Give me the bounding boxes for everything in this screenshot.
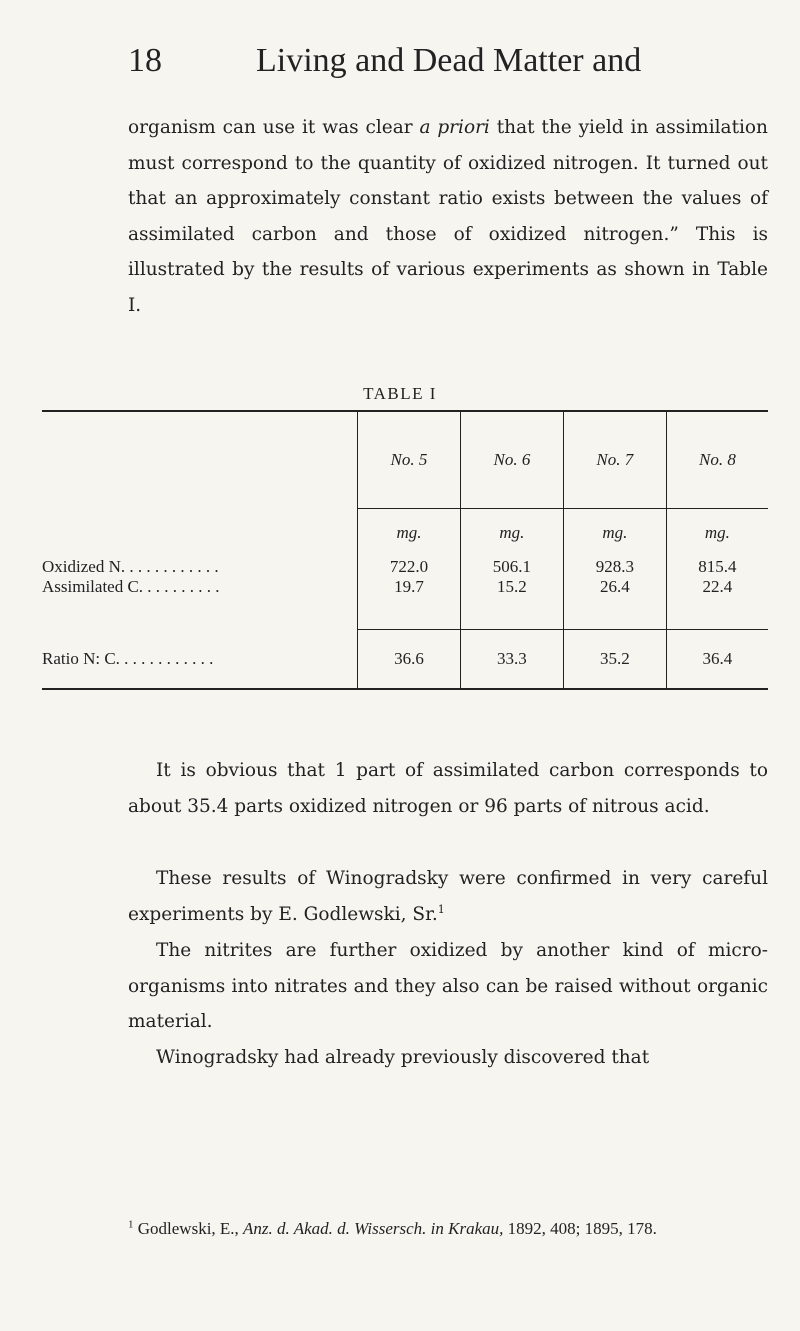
table-cell: 815.4 (666, 557, 768, 577)
footnote (128, 1216, 768, 1242)
table-row-oxidized-n (42, 557, 768, 577)
paragraph-intro-rest: that the yield in assimilation must correspond to the quantity of oxidized nitrogen. It turned out that an approximately constant ratio exists between the values of assimilated carbon and those of oxidized nitrogen.” This is illustrated by the results of various experiments as shown in Table I. (128, 117, 768, 316)
column-header: No. 5 (358, 411, 461, 509)
table-row-assimilated-c (42, 577, 768, 630)
data-table (42, 410, 768, 690)
row-label: Ratio N: C. . . . . . . . . . . . (42, 648, 214, 668)
row-label: Assimilated C. . . . . . . . . . (42, 577, 220, 596)
paragraph-confirmation (128, 861, 768, 932)
table-header-blank (42, 411, 358, 509)
table-cell: 15.2 (460, 577, 563, 630)
column-header: No. 6 (460, 411, 563, 509)
paragraph-intro-start: organism can use it was clear (128, 117, 420, 138)
paragraph-confirmation-text: These results of Winogradsky were confirmed in very careful experiments by E. Godlewski, Sr. (128, 868, 768, 925)
paragraph-winogradsky: Winogradsky had already previously discovered that (156, 1047, 650, 1068)
unit-label: mg. (358, 509, 461, 558)
footnote-journal: Anz. d. Akad. d. Wissersch. in Krakau, (243, 1219, 504, 1238)
unit-label: mg. (563, 509, 666, 558)
table-cell: 36.6 (358, 630, 461, 690)
table-cell: 33.3 (460, 630, 563, 690)
page-header (128, 42, 688, 92)
unit-row (42, 509, 768, 558)
unit-label: mg. (460, 509, 563, 558)
table-header-row (42, 411, 768, 509)
table-cell: 506.1 (460, 557, 563, 577)
table-cell: 22.4 (666, 577, 768, 630)
paragraph-nitrites: The nitrites are further oxidized by another kind of micro-organisms into nitrates and they also can be raised without organic material. (128, 940, 768, 1032)
table-title: TABLE I (363, 384, 437, 403)
row-label: Oxidized N. . . . . . . . . . . . (42, 557, 219, 576)
table-cell: 36.4 (666, 630, 768, 690)
table-row-ratio (42, 630, 768, 690)
paragraph-intro-italic: a priori (419, 117, 490, 138)
table-cell: 722.0 (358, 557, 461, 577)
table-cell: 928.3 (563, 557, 666, 577)
unit-label: mg. (666, 509, 768, 558)
footnote-citation: 1892, 408; 1895, 178. (503, 1219, 657, 1238)
table-cell: 19.7 (358, 577, 461, 630)
column-header: No. 7 (563, 411, 666, 509)
footnote-reference: 1 (437, 902, 445, 916)
footnote-marker: 1 (128, 1218, 134, 1231)
paragraph-ratio: It is obvious that 1 part of assimilated carbon corresponds to about 35.4 parts oxidized nitrogen or 96 parts of nitrous acid. (128, 760, 768, 817)
column-header: No. 8 (666, 411, 768, 509)
page-number: 18 (128, 42, 162, 79)
table-cell: 26.4 (563, 577, 666, 630)
footnote-author: Godlewski, E., (133, 1219, 244, 1238)
running-head: Living and Dead Matter and (256, 42, 642, 79)
paragraph-intro (128, 110, 768, 323)
table-cell: 35.2 (563, 630, 666, 690)
